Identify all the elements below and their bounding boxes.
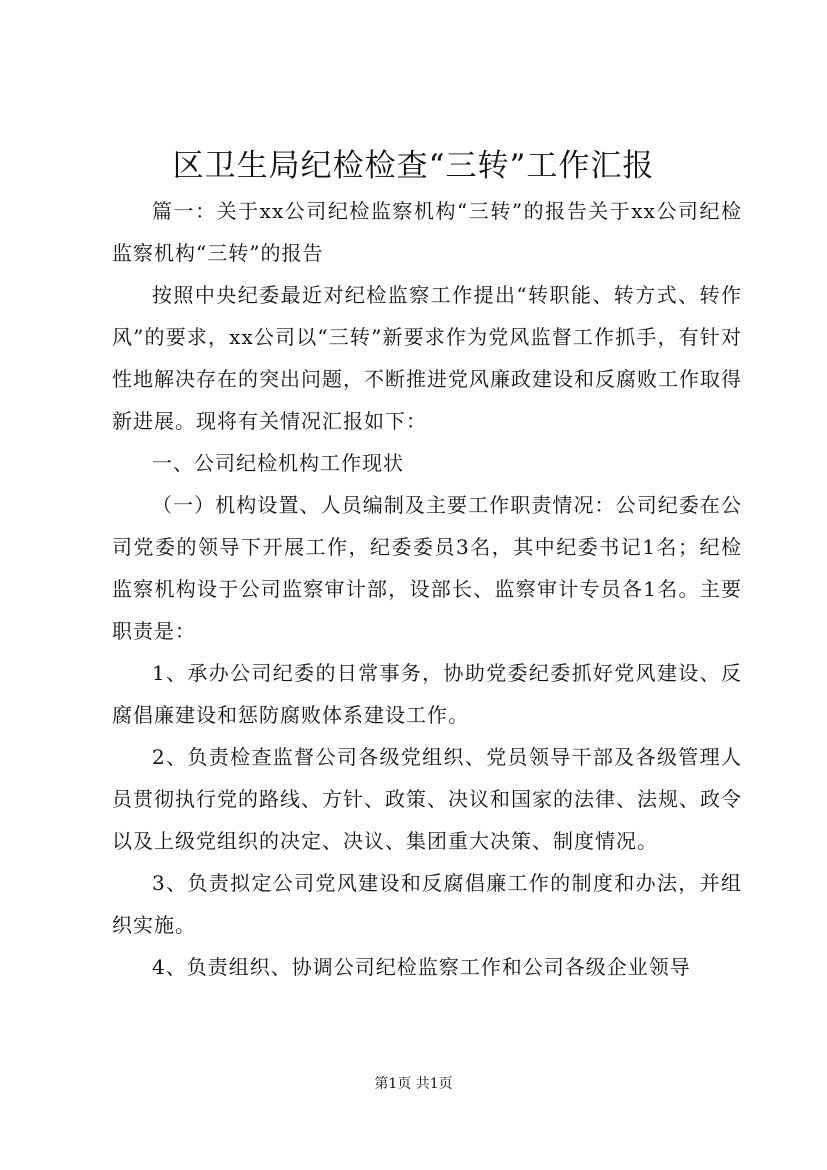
list-item-duty-3: 3、负责拟定公司党风建设和反腐倡廉工作的制度和办法，并组织实施。 bbox=[112, 871, 742, 937]
paragraph-organization: （一）机构设置、人员编制及主要工作职责情况：公司纪委在公司党委的领导下开展工作，纪委委员3名，其中纪委书记1名；纪检监察机构设于公司监察审计部，设部长、监察审计专员各1名。主要职责是： bbox=[112, 493, 742, 643]
paragraph-heading-article: 篇一：关于xx公司纪检监察机构“三转”的报告关于xx公司纪检监察机构“三转”的报告 bbox=[112, 199, 742, 265]
document-title: 区卫生局纪检检查“三转”工作汇报 bbox=[172, 148, 655, 184]
list-item-duty-2: 2、负责检查监督公司各级党组织、党员领导干部及各级管理人员贯彻执行党的路线、方针、政策、决议和国家的法律、法规、政令以及上级党组织的决定、决议、集团重大决策、制度情况。 bbox=[112, 745, 742, 853]
section-heading-status: 一、公司纪检机构工作现状 bbox=[152, 451, 404, 475]
list-item-duty-1: 1、承办公司纪委的日常事务，协助党委纪委抓好党风建设、反腐倡廉建设和惩防腐败体系建设工作。 bbox=[112, 661, 742, 727]
paragraph-intro: 按照中央纪委最近对纪检监察工作提出“转职能、转方式、转作风”的要求，xx公司以“三转”新要求作为党风监督工作抓手，有针对性地解决存在的突出问题，不断推进党风廉政建设和反腐败工作取得新进展。现将有关情况汇报如下： bbox=[112, 283, 742, 433]
list-item-duty-4: 4、负责组织、协调公司纪检监察工作和公司各级企业领导 bbox=[152, 955, 691, 979]
page-number-footer: 第1页 共1页 bbox=[374, 1076, 453, 1092]
document-body bbox=[112, 190, 742, 988]
